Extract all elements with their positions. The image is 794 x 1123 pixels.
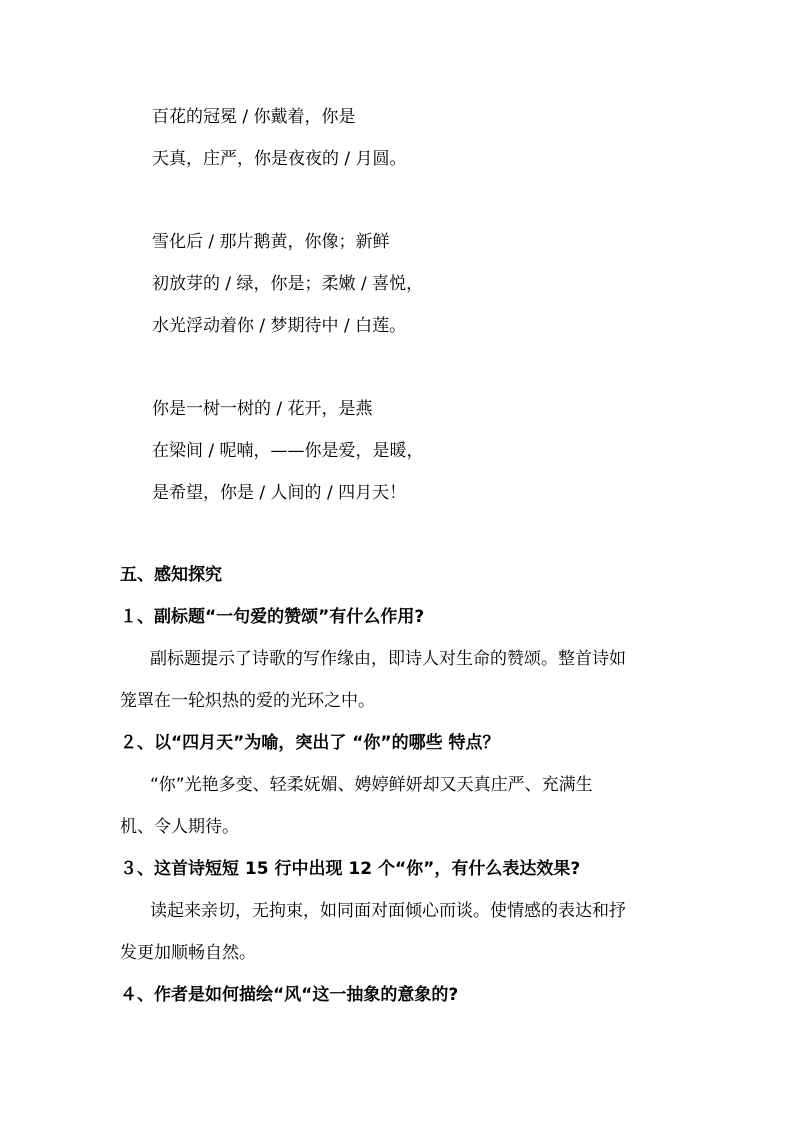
poem-line: 水光浮动着你 / 梦期待中 / 白莲。 (152, 316, 407, 336)
poem-line: 是希望，你是 / 人间的 / 四月天！ (152, 483, 407, 503)
poem-line: 百花的冠冕 / 你戴着，你是 (152, 107, 356, 127)
question-heading: １、副标题“一句爱的赞颂”有什么作用? (120, 607, 425, 627)
question-heading: ２、以“四月天”为喻，突出了 “你”的哪些 特点？ (120, 733, 500, 753)
poem-line: 你是一树一树的 / 花开，是燕 (152, 399, 373, 419)
answer-line: 副标题提示了诗歌的写作缘由，即诗人对生命的赞颂。整首诗如 (150, 649, 626, 669)
poem-line: 雪化后 / 那片鹅黄，你像；新鲜 (152, 232, 390, 252)
answer-line: “你”光艳多变、轻柔妩媚、娉婷鲜妍却又天真庄严、充满生 (150, 775, 593, 795)
section-title: 五、感知探究 (120, 565, 222, 585)
poem-line: 在梁间 / 呢喃，——你是爱，是暖， (152, 441, 424, 461)
question-heading: ４、作者是如何描绘“风“这一抽象的意象的? (120, 985, 459, 1005)
question-heading: ３、这首诗短短 15 行中出现 12 个“你”，有什么表达效果? (120, 859, 581, 879)
answer-line: 机、令人期待。 (120, 817, 239, 837)
answer-line: 笼罩在一轮炽热的爱的光环之中。 (120, 691, 375, 711)
poem-line: 天真，庄严，你是夜夜的 / 月圆。 (152, 149, 407, 169)
answer-line: 读起来亲切，无拘束，如同面对面倾心而谈。使情感的表达和抒 (150, 901, 626, 921)
answer-line: 发更加顺畅自然。 (120, 943, 256, 963)
poem-line: 初放芽的 / 绿，你是；柔嫩 / 喜悦， (152, 274, 424, 294)
